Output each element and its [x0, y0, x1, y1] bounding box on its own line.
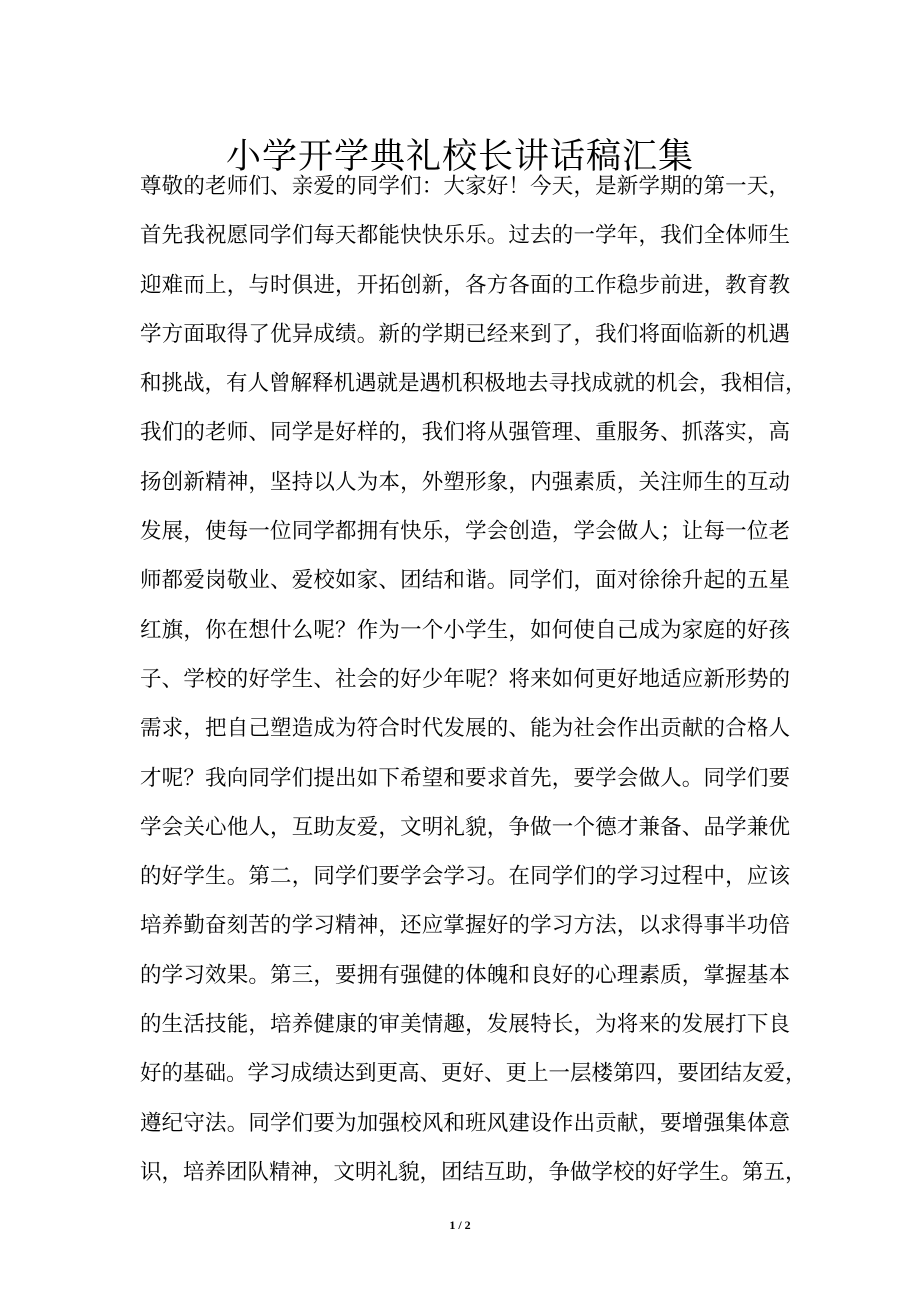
- document-body: [140, 162, 807, 1197]
- body-line: 子、学校的好学生、社会的好少年呢？将来如何更好地适应新形势的: [140, 666, 790, 692]
- body-line: 的好学生。第二，同学们要学会学习。在同学们的学习过程中，应该: [140, 864, 790, 890]
- body-line: 才呢？我向同学们提出如下希望和要求首先，要学会做人。同学们要: [140, 765, 790, 791]
- body-line: 培养勤奋刻苦的学习精神，还应掌握好的学习方法，以求得事半功倍: [140, 913, 790, 939]
- body-line: 我们的老师、同学是好样的，我们将从强管理、重服务、抓落实，高: [140, 420, 790, 446]
- body-line: 学方面取得了优异成绩。新的学期已经来到了，我们将面临新的机遇: [140, 321, 790, 347]
- body-line: 需求，把自己塑造成为符合时代发展的、能为社会作出贡献的合格人: [140, 716, 790, 742]
- body-line: 尊敬的老师们、亲爱的同学们：大家好！今天，是新学期的第一天，: [140, 174, 790, 199]
- body-line: 迎难而上，与时俱进，开拓创新，各方各面的工作稳步前进，教育教: [140, 272, 790, 298]
- body-line: 扬创新精神，坚持以人为本，外塑形象，内强素质，关注师生的互动: [140, 469, 790, 495]
- document-title: 小学开学典礼校长讲话稿汇集: [225, 137, 694, 178]
- body-line: 红旗，你在想什么呢？作为一个小学生，如何使自己成为家庭的好孩: [140, 617, 790, 643]
- body-line: 的学习效果。第三，要拥有强健的体魄和良好的心理素质，掌握基本: [140, 962, 790, 988]
- body-line: 师都爱岗敬业、爱校如家、团结和谐。同学们，面对徐徐升起的五星: [140, 568, 790, 594]
- body-line: 遵纪守法。同学们要为加强校风和班风建设作出贡献，要增强集体意: [140, 1110, 790, 1136]
- body-line: 首先我祝愿同学们每天都能快快乐乐。过去的一学年，我们全体师生: [140, 223, 790, 249]
- page-number: 1 / 2: [449, 1218, 471, 1232]
- body-line: 的生活技能，培养健康的审美情趣，发展特长，为将来的发展打下良: [140, 1012, 790, 1038]
- body-line: 识，培养团队精神，文明礼貌，团结互助，争做学校的好学生。第五，: [140, 1159, 807, 1185]
- body-line: 学会关心他人，互助友爱，文明礼貌，争做一个德才兼备、品学兼优: [140, 814, 790, 840]
- body-line: 和挑战，有人曾解释机遇就是遇机积极地去寻找成就的机会，我相信，: [140, 371, 807, 397]
- body-line: 发展，使每一位同学都拥有快乐，学会创造，学会做人；让每一位老: [140, 519, 790, 545]
- body-line: 好的基础。学习成绩达到更高、更好、更上一层楼第四，要团结友爱，: [140, 1061, 807, 1087]
